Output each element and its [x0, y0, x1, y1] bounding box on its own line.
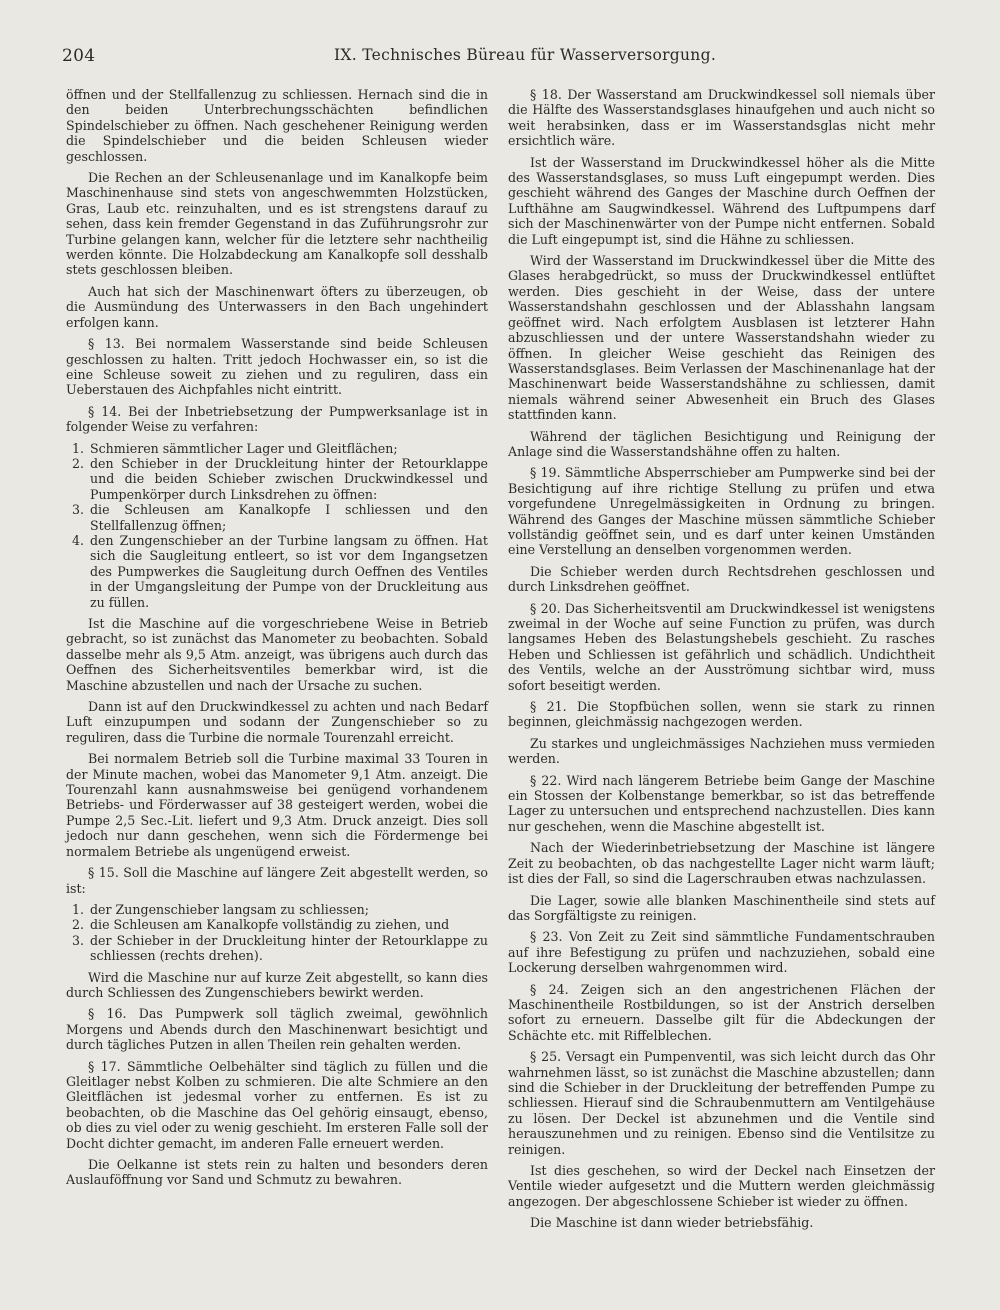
paragraph-section-22: § 22. Wird nach längerem Betriebe beim Gange der Maschine ein Stossen der Kolbenstange bemerkbar, so ist das betreffende Lager zu untersuchen und entsprechend nachzustellen. Dies kann nur geschehen, wenn die Maschine abgestellt ist.: [508, 772, 935, 834]
paragraph: Die Oelkanne ist stets rein zu halten und besonders deren Auslauföffnung vor Sand und Schmutz zu bewahren.: [66, 1157, 488, 1188]
paragraph-section-16: § 16. Das Pumpwerk soll täglich zweimal, gewöhnlich Morgens und Abends durch den Maschinenwart besichtigt und durch tägliches Putzen in allen Theilen rein gehalten werden.: [66, 1006, 488, 1053]
paragraph-section-25: § 25. Versagt ein Pumpenventil, was sich leicht durch das Ohr wahrnehmen lässt, so ist zunächst die Maschine abzustellen; dann sind die Schieber in der Druckleitung der betreffenden Pumpe zu schliessen. Hierauf sind die Schraubenmuttern am Ventilgehäuse zu lösen. Der Deckel ist abzunehmen und die Ventile sind herauszunehmen und zu reinigen. Ebenso sind die Ventilsitze zu reinigen.: [508, 1049, 935, 1157]
paragraph: Wird die Maschine nur auf kurze Zeit abgestellt, so kann dies durch Schliessen des Zungenschiebers bewirkt werden.: [66, 969, 488, 1000]
running-title: IX. Technisches Büreau für Wasserversorgung.: [334, 46, 717, 64]
paragraph-section-21: § 21. Die Stopfbüchen sollen, wenn sie stark zu rinnen beginnen, gleichmässig nachgezogen werden.: [508, 699, 935, 730]
paragraph-section-15: § 15. Soll die Maschine auf längere Zeit abgestellt werden, so ist:: [66, 865, 488, 896]
paragraph: Wird der Wasserstand im Druckwindkessel über die Mitte des Glases herabgedrückt, so muss der Druckwindkessel entlüftet werden. Dies geschieht in der Weise, dass der untere Wasserstandshahn geschlossen und der Ablasshahn langsam geöffnet wird. Nach erfolgtem Ausblasen ist letzterer Hahn abzuschliessen und der untere Wasserstandshahn wieder zu öffnen. In gleicher Weise geschieht das Reinigen des Wasserstandsglases. Beim Verlassen der Maschinenanlage hat der Maschinenwart beide Wasserstandshähne zu schliessen, damit niemals während seiner Abwesenheit ein Bruch des Glases stattfinden kann.: [508, 253, 935, 423]
list-item: 3. der Schieber in der Druckleitung hinter der Retourklappe zu schliessen (rechts drehen).: [72, 932, 488, 964]
paragraph: Ist der Wasserstand im Druckwindkessel höher als die Mitte des Wasserstandsglases, so muss Luft eingepumpt werden. Dies geschieht während des Ganges der Maschine durch Oeffnen der Lufthähne am Saugwindkessel. Während des Luftpumpens darf sich der Maschinenwärter von der Pumpe nicht entfernen. Sobald die Luft eingepumpt ist, sind die Hähne zu schliessen.: [508, 154, 935, 247]
paragraph: Ist die Maschine auf die vorgeschriebene Weise in Betrieb gebracht, so ist zunächst das Manometer zu beobachten. Sobald dasselbe mehr als 9,5 Atm. anzeigt, was übrigens auch durch das Oeffnen des Sicherheitsventiles bemerkbar wird, ist die Maschine abzustellen und nach der Ursache zu suchen.: [66, 616, 488, 693]
paragraph: Nach der Wiederinbetriebsetzung der Maschine ist längere Zeit zu beobachten, ob das nachgestellte Lager nicht warm läuft; ist dies der Fall, so sind die Lagerschrauben etwas nachzulassen.: [508, 840, 935, 887]
paragraph: Zu starkes und ungleichmässiges Nachziehen muss vermieden werden.: [508, 735, 935, 767]
paragraph-section-18: § 18. Der Wasserstand am Druckwindkessel soll niemals über die Hälfte des Wasserstandsglases hinaufgehen und auch nicht so weit herabsinken, dass er im Wasserstandsglas nicht mehr ersichtlich wäre.: [508, 87, 935, 149]
left-column: [66, 87, 488, 1194]
paragraph: Bei normalem Betrieb soll die Turbine maximal 33 Touren in der Minute machen, wobei das Manometer 9,1 Atm. anzeigt. Die Tourenzahl kann ausnahmsweise bei genügend vorhandenem Betriebs- und Förderwasser auf 38 gesteigert werden, wobei die Pumpe 2,5 Sec.-Lit. liefert und 9,3 Atm. Druck anzeigt. Dies soll jedoch nur dann geschehen, wenn sich die Fördermenge bei normalem Betriebe als ungenügend erweist.: [66, 751, 488, 859]
list-item: 2. die Schleusen am Kanalkopfe vollständig zu ziehen, und: [72, 917, 450, 933]
paragraph-section-24: § 24. Zeigen sich an den angestrichenen Flächen der Maschinentheile Rostbildungen, so ist der Anstrich derselben sofort zu erneuern. Dasselbe gilt für die Abdeckungen der Schächte etc. mit Riffelblechen.: [508, 981, 935, 1043]
list-item: 3. die Schleusen am Kanalkopfe I schliessen und den Stellfallenzug öffnen;: [72, 502, 488, 533]
list-item: 1. Schmieren sämmtlicher Lager und Gleitflächen;: [72, 440, 398, 456]
paragraph: Die Rechen an der Schleusenanlage und im Kanalkopfe beim Maschinenhause sind stets von angeschwemmten Holzstücken, Gras, Laub etc. reinzuhalten, und es ist strengstens darauf zu sehen, dass kein fremder Gegenstand in das Zuführungsrohr zur Turbine gelangen kann, welcher für die letztere sehr nachtheilig werden könnte. Die Holzabdeckung am Kanalkopfe soll desshalb stets geschlossen bleiben.: [66, 170, 488, 278]
paragraph-section-19: § 19. Sämmtliche Absperrschieber am Pumpwerke sind bei der Besichtigung auf ihre richtige Stellung zu prüfen und etwa vorgefundene Unregelmässigkeiten in Ordnung zu bringen. Während des Ganges der Maschine müssen sämmtliche Schieber vollständig geöffnet sein, und es darf unter keinen Umständen eine Verstellung an denselben vorgenommen werden.: [508, 465, 935, 558]
paragraph: öffnen und der Stellfallenzug zu schliessen. Hernach sind die in den beiden Unterbrechungsschächten befindlichen Spindelschieber zu öffnen. Nach geschehener Reinigung werden die Spindelschieber und die beiden Schleusen wieder geschlossen.: [66, 87, 488, 164]
page-header: [62, 46, 938, 70]
paragraph: Die Lager, sowie alle blanken Maschinentheile sind stets auf das Sorgfältigste zu reinigen.: [508, 892, 935, 923]
paragraph: Auch hat sich der Maschinenwart öfters zu überzeugen, ob die Ausmündung des Unterwassers in den Bach ungehindert erfolgen kann.: [66, 283, 488, 330]
paragraph-section-14: § 14. Bei der Inbetriebsetzung der Pumpwerksanlage ist in folgender Weise zu verfahren:: [66, 403, 488, 435]
paragraph: Während der täglichen Besichtigung und Reinigung der Anlage sind die Wasserstandshähne offen zu halten.: [508, 428, 935, 459]
page-number: 204: [62, 46, 96, 66]
paragraph-section-17: § 17. Sämmtliche Oelbehälter sind täglich zu füllen und die Gleitlager nebst Kolben zu schmieren. Die alte Schmiere an den Gleitflächen ist jedesmal vorher zu entfernen. Es ist zu beobachten, ob die Maschine das Oel gehörig einsaugt, ebenso, ob dies zu viel oder zu wenig geschieht. Im ersteren Falle soll der Docht dichter gemacht, im anderen Falle erneuert werden.: [66, 1058, 488, 1151]
paragraph-section-20: § 20. Das Sicherheitsventil am Druckwindkessel ist wenigstens zweimal in der Woche auf seine Function zu prüfen, was durch langsames Heben des Belastungshebels geschieht. Zu rasches Heben und Schliessen ist gefährlich und schädlich. Undichtheit des Ventils, welche an der Ausströmung sichtbar wird, muss sofort beseitigt werden.: [508, 600, 935, 693]
paragraph-section-23: § 23. Von Zeit zu Zeit sind sämmtliche Fundamentschrauben auf ihre Befestigung zu prüfen und nachzuziehen, sobald eine Lockerung derselben wahrgenommen wird.: [508, 929, 935, 976]
paragraph: Die Maschine ist dann wieder betriebsfähig.: [530, 1215, 814, 1231]
right-column: [508, 87, 935, 1237]
list-section-14: [66, 441, 488, 610]
paragraph: Dann ist auf den Druckwindkessel zu achten und nach Bedarf Luft einzupumpen und sodann der Zungenschieber so zu reguliren, dass die Turbine die normale Tourenzahl erreicht.: [66, 699, 488, 745]
list-section-15: [66, 902, 488, 964]
list-item: 1. der Zungenschieber langsam zu schliessen;: [72, 901, 370, 917]
paragraph-section-13: § 13. Bei normalem Wasserstande sind beide Schleusen geschlossen zu halten. Tritt jedoch Hochwasser ein, so ist die eine Schleuse soweit zu ziehen und zu reguliren, dass ein Ueberstauen des Aichpfahles nicht eintritt.: [66, 336, 488, 398]
list-item: 2. den Schieber in der Druckleitung hinter der Retourklappe und die beiden Schieber zwischen Druckwindkessel und Pumpenkörper durch Linksdrehen zu öffnen:: [72, 455, 488, 502]
paragraph: Ist dies geschehen, so wird der Deckel nach Einsetzen der Ventile wieder aufgesetzt und die Muttern werden gleichmässig angezogen. Der abgeschlossene Schieber ist wieder zu öffnen.: [508, 1163, 935, 1209]
paragraph: Die Schieber werden durch Rechtsdrehen geschlossen und durch Linksdrehen geöffnet.: [508, 563, 935, 595]
list-item: 4. den Zungenschieber an der Turbine langsam zu öffnen. Hat sich die Saugleitung entleert, so ist vor dem Ingangsetzen des Pumpwerkes die Saugleitung durch Oeffnen des Ventiles in der Umgangsleitung der Pumpe von der Druckleitung aus zu füllen.: [72, 532, 488, 610]
